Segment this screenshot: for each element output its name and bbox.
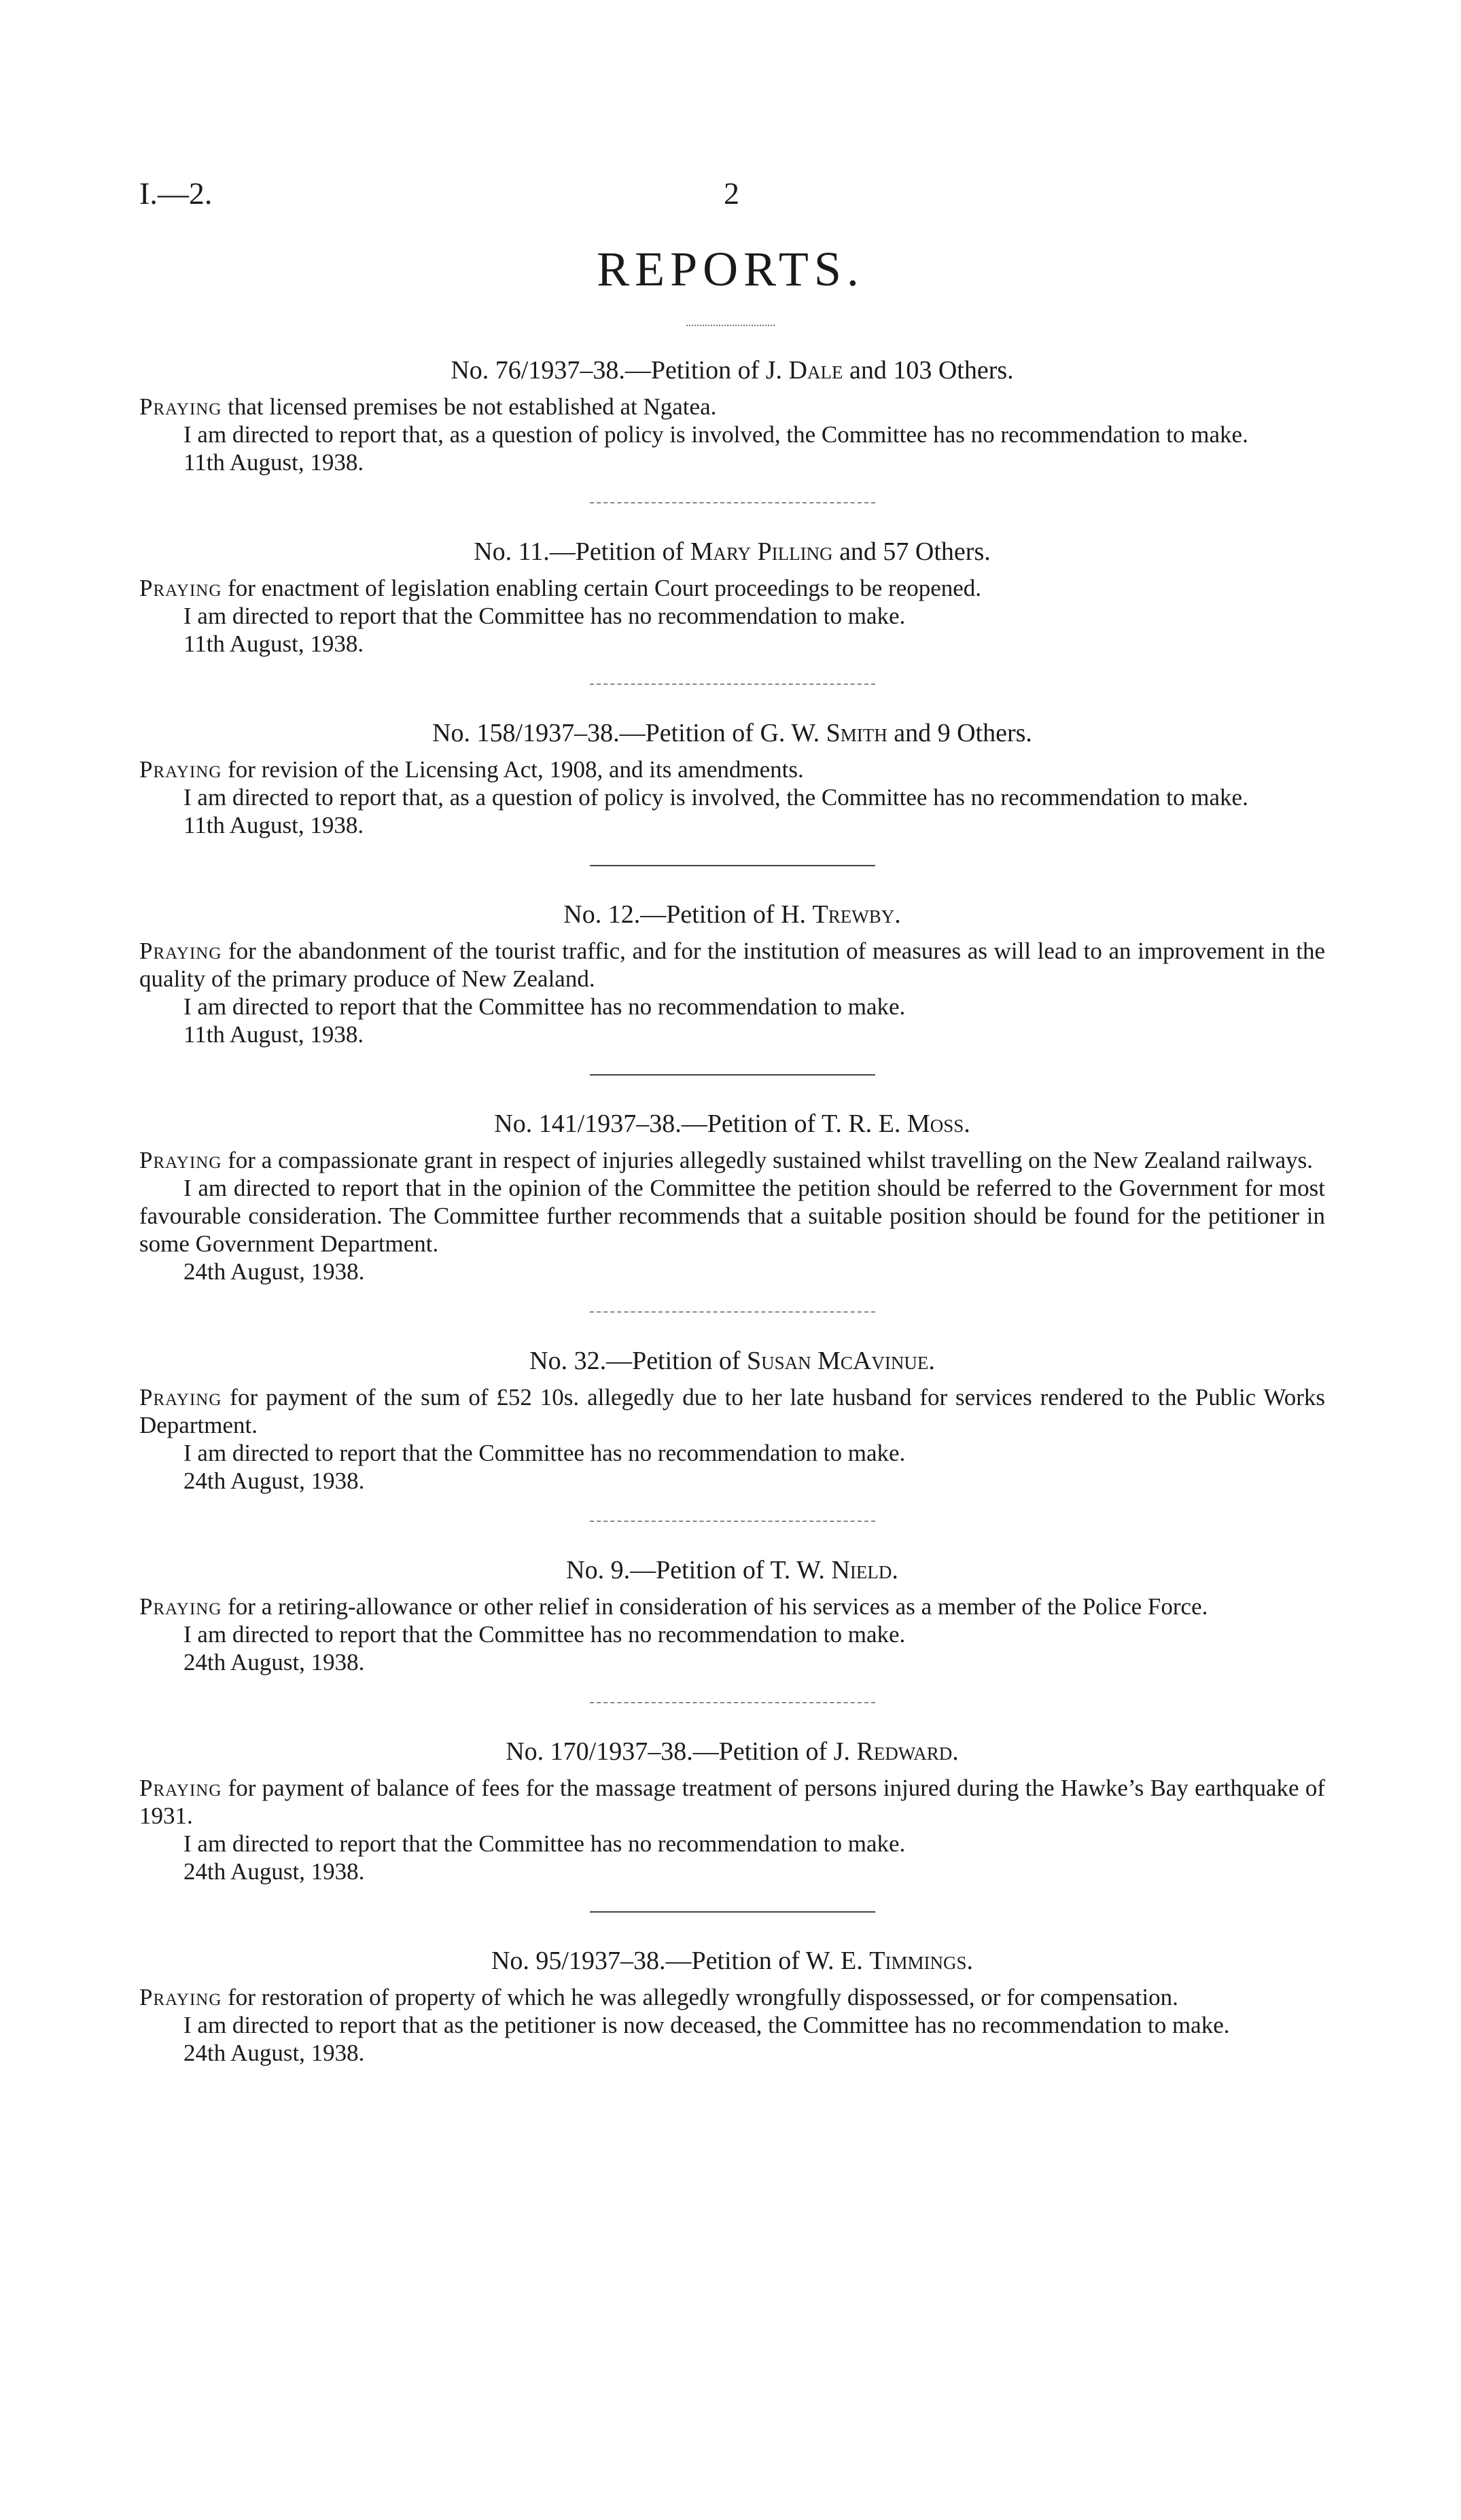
- praying-paragraph: [139, 756, 1325, 783]
- title-divider: [686, 325, 775, 326]
- praying-label: Praying: [139, 756, 222, 783]
- report-item: [139, 1553, 1325, 1676]
- report-item: [139, 353, 1325, 476]
- report-item: [139, 535, 1325, 658]
- petitioner-name: Dale: [788, 356, 843, 385]
- petition-heading: [139, 353, 1325, 387]
- petition-suffix: and 57 Others.: [832, 537, 991, 566]
- section-divider: [590, 865, 875, 866]
- petition-heading: [139, 1735, 1325, 1769]
- praying-paragraph: [139, 574, 1325, 602]
- petition-heading: [139, 898, 1325, 931]
- praying-text: that licensed premises be not established at Ngatea.: [222, 393, 717, 420]
- petition-heading: [139, 1344, 1325, 1378]
- petition-number: No. 141/1937–38.—Petition of T. R. E.: [494, 1110, 907, 1138]
- report-text: I am directed to report that the Committee has no recommendation to make.: [183, 603, 906, 629]
- paper-reference: I.—2.: [139, 176, 213, 211]
- petition-heading: [139, 535, 1325, 569]
- petition-number: No. 170/1937–38.—Petition of J.: [506, 1737, 857, 1766]
- petition-suffix: .: [964, 1110, 970, 1138]
- petition-suffix: and 9 Others.: [887, 719, 1032, 747]
- praying-paragraph: [139, 1146, 1325, 1174]
- report-date: 11th August, 1938.: [183, 1021, 364, 1048]
- section-divider: [590, 1702, 875, 1703]
- praying-label: Praying: [139, 1775, 222, 1801]
- praying-text: for payment of balance of fees for the massage treatment of persons injured during the Hawke’s Bay earthquake of 1931.: [139, 1775, 1325, 1829]
- petition-suffix: .: [928, 1347, 935, 1375]
- petition-suffix: .: [894, 900, 901, 929]
- praying-paragraph: [139, 1593, 1325, 1620]
- petitioner-name: Nield: [831, 1556, 892, 1584]
- report-date: 11th August, 1938.: [183, 449, 364, 476]
- petition-number: No. 158/1937–38.—Petition of G. W.: [432, 719, 826, 747]
- praying-label: Praying: [139, 1984, 222, 2010]
- praying-text: for enactment of legislation enabling certain Court proceedings to be reopened.: [222, 575, 982, 601]
- praying-text: for a retiring-allowance or other relief in consideration of his services as a member of the Police Force.: [222, 1593, 1208, 1620]
- praying-paragraph: [139, 1774, 1325, 1830]
- petition-heading: [139, 1944, 1325, 1978]
- report-text: I am directed to report that the Committee has no recommendation to make.: [183, 993, 906, 1020]
- praying-text: for payment of the sum of £52 10s. allegedly due to her late husband for services rendered to the Public Works Department.: [139, 1384, 1325, 1438]
- report-item: [139, 1344, 1325, 1495]
- petitioner-name: Mary Pilling: [690, 537, 833, 566]
- praying-label: Praying: [139, 393, 222, 420]
- petition-number: No. 95/1937–38.—Petition of W. E.: [491, 1947, 870, 1975]
- section-divider: [590, 684, 875, 685]
- report-text: I am directed to report that the Committee has no recommendation to make.: [183, 1830, 906, 1857]
- praying-label: Praying: [139, 1147, 222, 1173]
- report-item: [139, 1735, 1325, 1885]
- petition-heading: [139, 1553, 1325, 1587]
- report-item: [139, 716, 1325, 839]
- praying-paragraph: [139, 1983, 1325, 2011]
- praying-paragraph: [139, 937, 1325, 993]
- report-date: 11th August, 1938.: [183, 631, 364, 657]
- report-item: [139, 1944, 1325, 2067]
- section-divider: [590, 1311, 875, 1313]
- petitioner-name: Smith: [826, 719, 887, 747]
- page-title: REPORTS.: [597, 242, 864, 296]
- petitioner-name: Trewby: [812, 900, 895, 929]
- petition-number: No. 12.—Petition of H.: [563, 900, 813, 929]
- report-text: I am directed to report that as the petitioner is now deceased, the Committee has no recommendation to make.: [183, 2012, 1230, 2038]
- report-date: 11th August, 1938.: [183, 812, 364, 838]
- petition-heading: [139, 716, 1325, 750]
- report-date: 24th August, 1938.: [183, 1649, 365, 1675]
- petition-suffix: .: [892, 1556, 898, 1584]
- praying-label: Praying: [139, 1384, 222, 1410]
- praying-text: for restoration of property of which he was allegedly wrongfully dispossessed, or for compensation.: [222, 1984, 1178, 2010]
- praying-label: Praying: [139, 575, 222, 601]
- praying-label: Praying: [139, 1593, 222, 1620]
- section-divider: [590, 502, 875, 503]
- report-date: 24th August, 1938.: [183, 1468, 365, 1494]
- section-divider: [590, 1074, 875, 1076]
- petitioner-name: Redward: [856, 1737, 953, 1766]
- petition-number: No. 11.—Petition of: [474, 537, 690, 566]
- petitioner-name: Timmings: [869, 1947, 967, 1975]
- report-date: 24th August, 1938.: [183, 1858, 365, 1885]
- report-text: I am directed to report that the Committee has no recommendation to make.: [183, 1621, 906, 1648]
- report-date: 24th August, 1938.: [183, 2040, 365, 2066]
- praying-paragraph: [139, 1383, 1325, 1439]
- petition-suffix: .: [952, 1737, 959, 1766]
- petition-suffix: and 103 Others.: [843, 356, 1014, 385]
- praying-paragraph: [139, 393, 1325, 421]
- page-number: 2: [724, 176, 739, 211]
- report-text: I am directed to report that, as a question of policy is involved, the Committee has no recommendation to make.: [183, 784, 1248, 811]
- report-text: I am directed to report that, as a question of policy is involved, the Committee has no recommendation to make.: [183, 421, 1248, 448]
- report-text: I am directed to report that in the opinion of the Committee the petition should be referred to the Government for most favourable consideration. The Committee further recommends that a suitable position should be found for the petitioner in some Government Department.: [139, 1175, 1325, 1257]
- report-item: [139, 898, 1325, 1048]
- petition-number: No. 32.—Petition of: [529, 1347, 747, 1375]
- petitioner-name: Moss: [906, 1110, 964, 1138]
- petitioner-name: Susan McAvinue: [746, 1347, 929, 1375]
- praying-text: for revision of the Licensing Act, 1908, and its amendments.: [222, 756, 804, 783]
- report-item: [139, 1107, 1325, 1285]
- report-date: 24th August, 1938.: [183, 1258, 365, 1285]
- petition-number: No. 9.—Petition of T. W.: [566, 1556, 832, 1584]
- section-divider: [590, 1911, 875, 1913]
- report-text: I am directed to report that the Committee has no recommendation to make.: [183, 1440, 906, 1466]
- section-divider: [590, 1521, 875, 1522]
- praying-text: for a compassionate grant in respect of injuries allegedly sustained whilst travelling on the New Zealand railways.: [222, 1147, 1314, 1173]
- petition-heading: [139, 1107, 1325, 1141]
- praying-label: Praying: [139, 938, 222, 964]
- reports-list: [139, 353, 1325, 2067]
- petition-suffix: .: [966, 1947, 974, 1975]
- petition-number: No. 76/1937–38.—Petition of J.: [451, 356, 789, 385]
- praying-text: for the abandonment of the tourist traffic, and for the institution of measures as will lead to an improvement in the quality of the primary produce of New Zealand.: [139, 938, 1325, 992]
